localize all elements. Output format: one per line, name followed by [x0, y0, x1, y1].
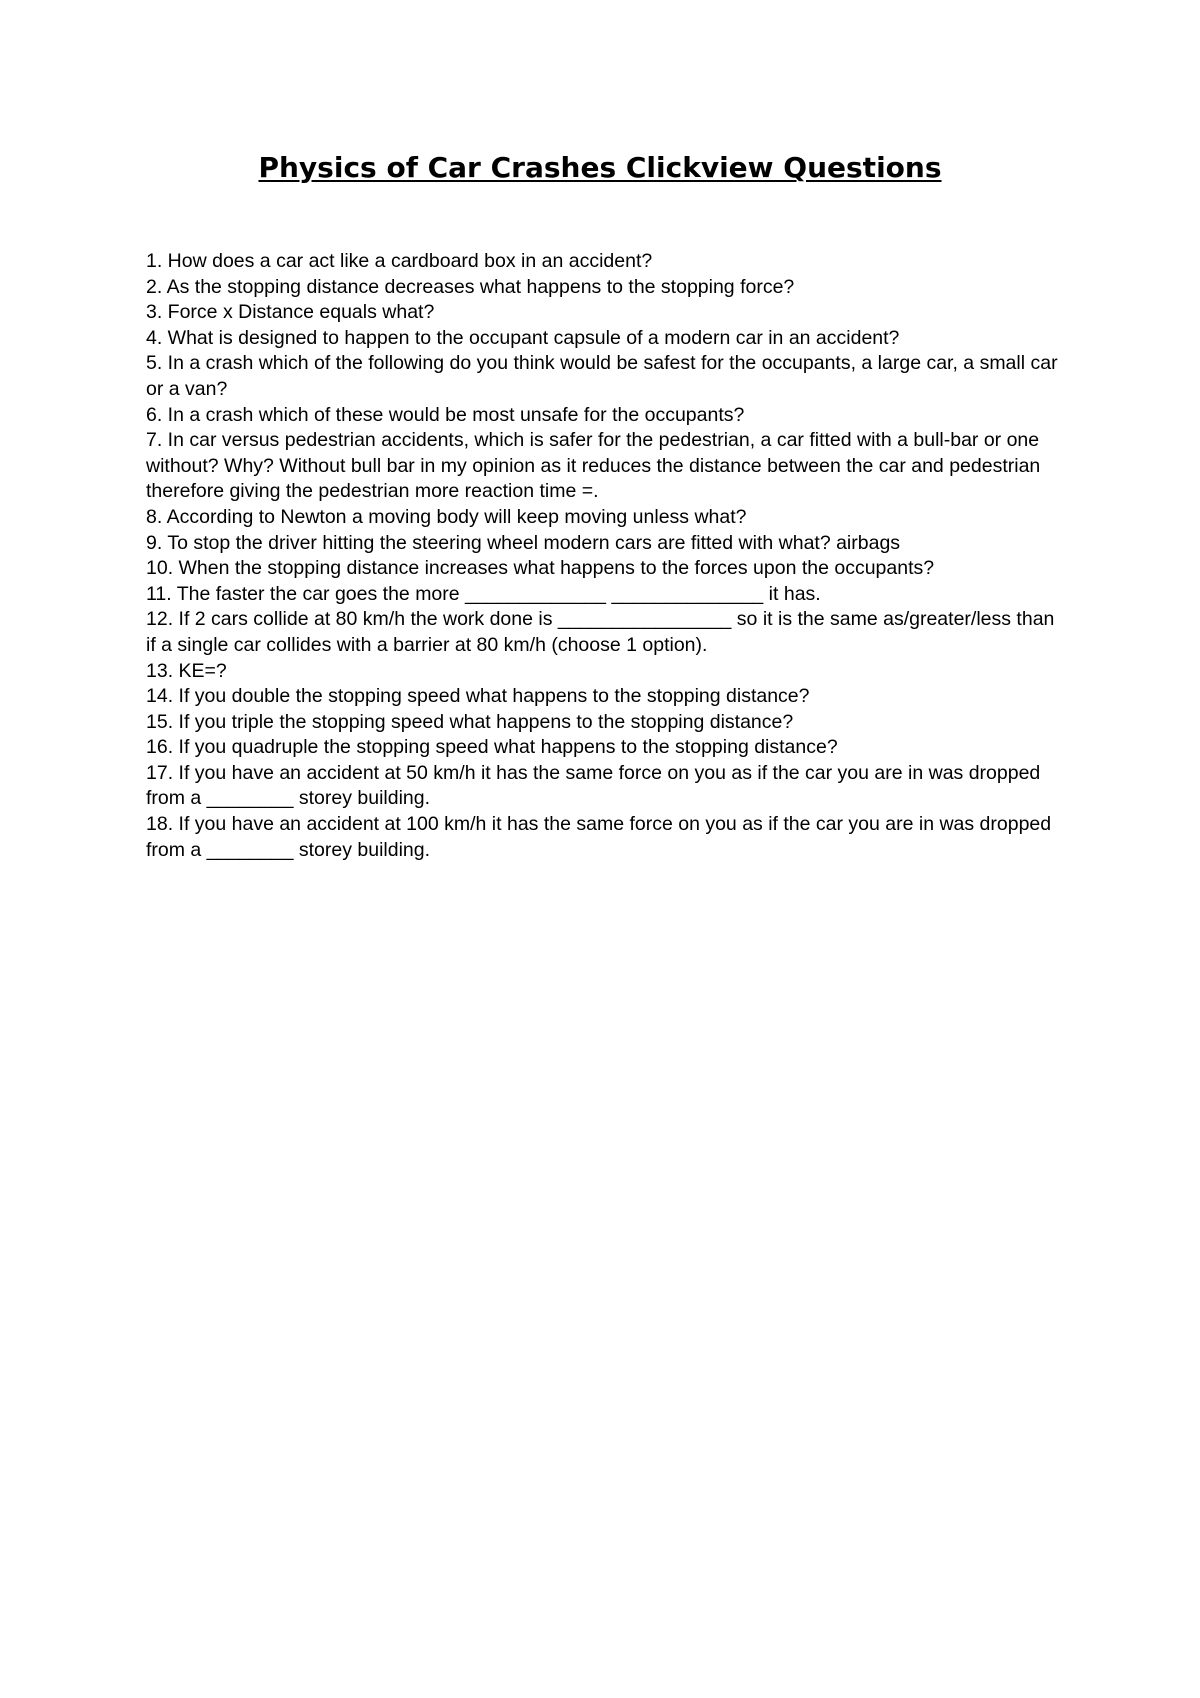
question-13: 13. KE=? — [146, 659, 227, 682]
question-5: 5. In a crash which of the following do you think would be safest for the occupants, a large car, a small car or a van? — [146, 352, 1058, 400]
question-11: 11. The faster the car goes the more _____________ ______________ it has. — [146, 582, 821, 605]
question-18: 18. If you have an accident at 100 km/h it has the same force on you as if the car you are in was dropped from a ________ storey building. — [146, 813, 1052, 861]
question-14: 14. If you double the stopping speed what happens to the stopping distance? — [146, 685, 810, 708]
question-1: 1. How does a car act like a cardboard box in an accident? — [146, 250, 653, 272]
question-2: 2. As the stopping distance decreases what happens to the stopping force? — [146, 275, 795, 298]
question-7: 7. In car versus pedestrian accidents, which is safer for the pedestrian, a car fitted with a bull-bar or one without? Why? Without bull bar in my opinion as it reduces the distance between the car and pedestrian therefore giving the pedestrian more reaction time =. — [146, 429, 1041, 503]
question-17: 17. If you have an accident at 50 km/h it has the same force on you as if the car you are in was dropped from a ________ storey building. — [146, 761, 1041, 810]
question-9: 9. To stop the driver hitting the steering wheel modern cars are fitted with what? airbags — [146, 531, 901, 554]
question-16: 16. If you quadruple the stopping speed what happens to the stopping distance? — [146, 736, 838, 759]
question-10: 10. When the stopping distance increases what happens to the forces upon the occupants? — [146, 557, 935, 580]
question-8: 8. According to Newton a moving body will keep moving unless what? — [146, 505, 747, 528]
question-6: 6. In a crash which of these would be most unsafe for the occupants? — [146, 403, 745, 426]
document-title: Physics of Car Crashes Clickview Questions — [258, 151, 942, 184]
question-12: 12. If 2 cars collide at 80 km/h the work done is ________________ so it is the same as/greater/less than if a single car collides with a barrier at 80 km/h (choose 1 option). — [146, 608, 1055, 656]
question-4: 4. What is designed to happen to the occupant capsule of a modern car in an accident? — [146, 326, 900, 349]
question-list — [146, 249, 1066, 863]
question-15: 15. If you triple the stopping speed what happens to the stopping distance? — [146, 710, 794, 733]
question-3: 3. Force x Distance equals what? — [146, 301, 435, 324]
